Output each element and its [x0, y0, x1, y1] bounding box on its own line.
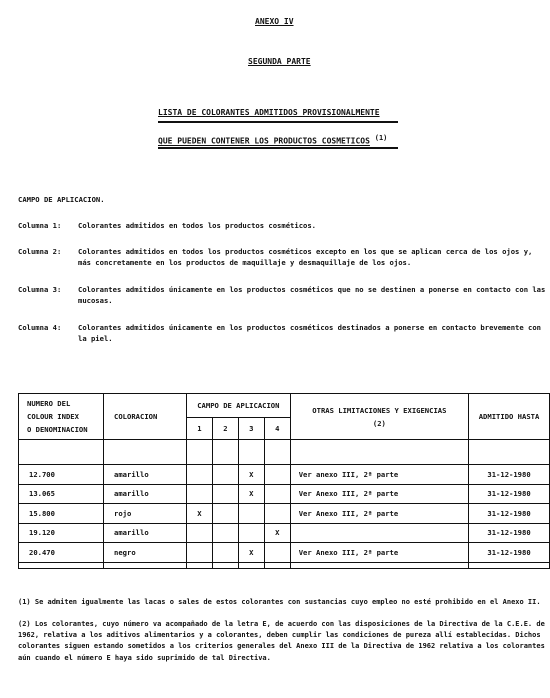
cell-c3 [238, 504, 264, 524]
cell-c2 [212, 484, 238, 504]
column-3-text: Colorantes admitidos únicamente en los productos cosméticos que no se destinen a ponerse en contacto con las mucosas. [78, 285, 546, 305]
cell-c3: X [238, 465, 264, 485]
cell-c3: X [238, 543, 264, 563]
title-rule-2 [158, 147, 398, 149]
column-3-label: Columna 3: [18, 285, 62, 294]
cell-c2 [212, 504, 238, 524]
cell-until: 31-12-1980 [469, 504, 550, 524]
cell-color: amarillo [104, 523, 187, 543]
cell-number: 20.470 [19, 543, 104, 563]
cell-number: 19.120 [19, 523, 104, 543]
cell-c1 [187, 465, 213, 485]
column-1-label: Columna 1: [18, 221, 62, 230]
table-row [19, 504, 550, 524]
cell-c4: X [264, 523, 290, 543]
title-line-2-text: QUE PUEDEN CONTENER LOS PRODUCTOS COSMETICOS [158, 136, 370, 146]
table-body [19, 440, 550, 569]
cell-color: rojo [104, 504, 187, 524]
header-number [19, 394, 104, 440]
header-other-l1: OTRAS LIMITACIONES Y EXIGENCIAS [312, 405, 447, 415]
cell-number: 12.700 [19, 465, 104, 485]
title-line-1-text: LISTA DE COLORANTES ADMITIDOS PROVISIONALMENTE [158, 108, 380, 117]
title-line-2 [158, 134, 387, 146]
cell-color: negro [104, 543, 187, 563]
title-rule-1 [158, 121, 398, 123]
cell-color: amarillo [104, 465, 187, 485]
cell-c4 [264, 484, 290, 504]
cell-number: 13.065 [19, 484, 104, 504]
cell-until: 31-12-1980 [469, 465, 550, 485]
table-spacer-row [19, 562, 550, 568]
footnote-1: (1) Se admiten igualmente las lacas o sales de estos colorantes con sustancias cuyo empleo no esté prohibido en el Anexo II. [18, 598, 541, 606]
table-row [19, 484, 550, 504]
part-heading: SEGUNDA PARTE [248, 57, 311, 66]
table-row [19, 465, 550, 485]
title-line-1 [158, 108, 380, 117]
cell-until: 31-12-1980 [469, 523, 550, 543]
column-2-label: Columna 2: [18, 247, 62, 256]
header-other [290, 394, 468, 440]
table-row [19, 543, 550, 563]
colorants-table [18, 393, 550, 569]
cell-until: 31-12-1980 [469, 484, 550, 504]
cell-c2 [212, 523, 238, 543]
cell-c1: X [187, 504, 213, 524]
cell-c4 [264, 504, 290, 524]
cell-c2 [212, 543, 238, 563]
header-field-1: 1 [187, 418, 213, 440]
cell-c1 [187, 484, 213, 504]
header-color: COLORACION [104, 394, 187, 440]
column-4-label: Columna 4: [18, 323, 62, 332]
cell-color: amarillo [104, 484, 187, 504]
footnote-2: (2) Los colorantes, cuyo número va acompañado de la letra E, de acuerdo con las disposiciones de la Directiva de la C.E.E. de 1962, relativa a los aditivos alimentarios y a colorantes, deben cumplir las condiciones de pureza allí establecidas. Dichos colorantes siguen estando sometidos a los criterios generales del Anexo III de la Directiva de 1962 relativa a los colorantes aún cuando el número E haya sido suprimido de tal Directiva. [18, 620, 545, 662]
header-field-3: 3 [238, 418, 264, 440]
cell-number: 15.800 [19, 504, 104, 524]
table-spacer-row [19, 440, 550, 465]
cell-other [290, 523, 468, 543]
field-heading: CAMPO DE APLICACION. [18, 195, 105, 204]
cell-c1 [187, 523, 213, 543]
cell-c4 [264, 465, 290, 485]
header-field: CAMPO DE APLICACION [187, 394, 291, 418]
header-other-l2: (2) [372, 418, 386, 428]
header-number-l3: O DENOMINACION [27, 425, 88, 434]
cell-other: Ver Anexo III, 2ª parte [290, 484, 468, 504]
cell-c4 [264, 543, 290, 563]
column-1-text: Colorantes admitidos en todos los productos cosméticos. [78, 221, 316, 230]
cell-c3 [238, 523, 264, 543]
cell-c3: X [238, 484, 264, 504]
header-number-l1: NUMERO DEL [27, 399, 71, 408]
header-number-l2: COLOUR INDEX [27, 412, 79, 421]
header-field-2: 2 [212, 418, 238, 440]
cell-until: 31-12-1980 [469, 543, 550, 563]
cell-other: Ver Anexo III, 2ª parte [290, 504, 468, 524]
annex-heading: ANEXO IV [255, 17, 294, 26]
column-2-text: Colorantes admitidos en todos los productos cosméticos excepto en los que se aplican cerca de los ojos y, más concretamente en los productos de maquillaje y desmaquillaje de los ojos. [78, 247, 533, 267]
cell-other: Ver Anexo III, 2ª parte [290, 543, 468, 563]
header-field-4: 4 [264, 418, 290, 440]
column-4-text: Colorantes admitidos únicamente en los productos cosméticos destinados a ponerse en contacto brevemente con la piel. [78, 323, 542, 343]
cell-c1 [187, 543, 213, 563]
cell-other: Ver anexo III, 2ª parte [290, 465, 468, 485]
header-until: ADMITIDO HASTA [469, 394, 550, 440]
title-footnote-ref: (1) [374, 134, 388, 142]
table-row [19, 523, 550, 543]
cell-c2 [212, 465, 238, 485]
